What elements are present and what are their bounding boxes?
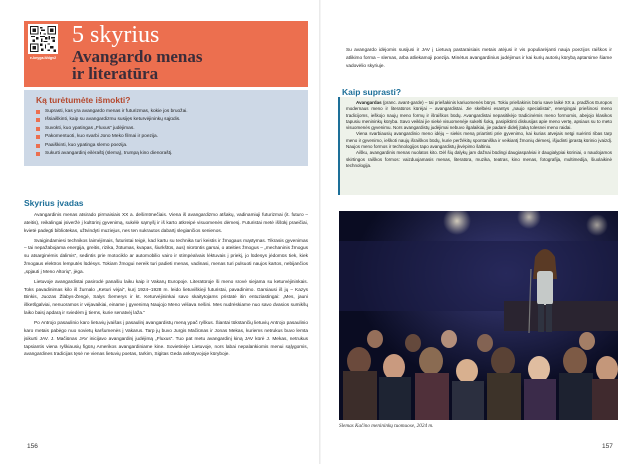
- chapter-title: [72, 48, 203, 82]
- definition-body: (pranc. avant-garde) – tai priešakinis kariuomenės būrys. Tokiu priešakinis būriu save laikė XX a. pradžios Europos modernaus meno ir literatūros kūrėjai – avangardistai. Jie skelbėsi esantys „naujo specialistai“, energingai priešinosi meno tradicijoms, ieškojo naujų meno formų ir išraiškos būdų. Avangardistai nepasitikėjo tradicinėmis meno formomis, abejojo klasikos tapusiu menininkų kūryba. Savo veiklai jie siekė visuomenėje sukelti šoką, pasipiktinti diskusijas apie meno vertę, apsiaus su to meto visuomenės gyvenimu. Nors avangardistų judėjimai nebuvo ilgalaikiai, jie padarė didelį įtaką tolesnei meno raidai.: [346, 100, 612, 131]
- learning-goal: Paaiškinti, kuo ypatinga slemo poezija.: [36, 142, 188, 150]
- learning-goals-list: [36, 108, 188, 158]
- page-number-right: 157: [602, 443, 613, 450]
- right-intro-text: Su avangardo idėjomis susijusi ir JAV į Lietuvą pastaraisiais metais atėjusi ir vis populiarėjanti nauja poezijos raiškos ir atlikimo forma – slemas, arba atliekamoji poezija. Minėtus avangardinius judėjimus ir kai kurių autorių kūrybą aptarsime šiame vadovėlio skyriuje.: [346, 48, 612, 69]
- learning-goal: Sukurti avangardinį eilėraštį (slemą), trumpą kino dienoraštį.: [36, 150, 188, 158]
- body-paragraph: Avangardinis menas atsirado pirmaisiais XX a. dešimtmečiais. Viena iš avangardizmo atšakų, vadinamiuji futurizmai (it. futuro – ateitis), reikalingai įsiveržė į kultūrinį gyvenimą, sukėlė sąmyšį ir iš karto atkreipė visuomenės dėmesį. Futuristai metė iššūkį praeičiai, kvietė padegti bibliotekas, užtvindyti muziejus, nes ten sukrautos dabartį slegiančios senienos.: [24, 213, 308, 234]
- definition-box-bar: [338, 97, 340, 195]
- definition-title: Kaip suprasti?: [342, 87, 402, 97]
- learning-goal: Suprasti, kas yra avangardo menas ir futurizmas, kokie jos bruožai.: [36, 108, 188, 116]
- learning-goal: Išsiaiškinti, kaip su avangardizmu susijęs keturvėjininkų sąjūdis.: [36, 116, 188, 124]
- page-number-left: 156: [27, 443, 38, 450]
- body-paragraph: Lietuvoje avangardistai pasirodė panašiu laiku kaip ir Vakarų Europoje. Literatūroje ši meno srovė siejama su keturvėjininkais. Toks pavadinimas kilo iš žurnalo „Keturi vėjai“, kurį 1924–1928 m. leido lietuviškieji futuristai, pavadinimo. Garsiausi iš jų – Kazys Binkis, Juozas Žlabys-Žengė, Salys Šemerys ir kt. Keturvėjininkai savo skaitytojams pristatė itin entuziastingai: „Mes, jauni išketšgalviai, nenuoramos ir vėjavaikiai, einame į gyvenimą Naujojo Meno vėliava nešini. Mes nudrėskiame nuo savo dvasios sumikšų laiko baisį apdarą ir sviedėm jį tiems, kurie senatvėj laža.“: [24, 279, 308, 317]
- chapter-title-line1: Avangardo menas: [72, 47, 203, 66]
- photo-caption: Slemas Kačino menininkų tuomuose, 2024 m.: [339, 423, 434, 429]
- chapter-title-line2: ir literatūra: [72, 64, 159, 83]
- learning-goal: Suvokti, kuo ypatingas „Fluxus“ judėjimas.: [36, 125, 188, 133]
- qr-code-icon[interactable]: [28, 24, 58, 54]
- body-paragraph: Po Antrojo pasaulinio karo lietuvių įvaišas į pasaulinį avangardistų meną ypač ryškus. Šiantai tūkstančių lietuvių Antrojo pasaulinio karo metais pabėgo nuo sovietų karšumenės į Vakarus. Tarp jų buvo Jurgis Mačiūnas ir Jonas Mekas, kuriems netrukus buvo lemta įsikurti JAV. J. Mačiūnas JAV inicijavo avangardinį judėjimą „Fluxus“. Tuo pat metu avangardinį kiną JAV kūrė J. Mekas, netrukus tapsiantis viena ryškiausių figūrų Amerikos avangardiniame kine. Sovietinėje Lietuvoje, nors labai nepalankiomis menui sąlygomis, avangardines tradicijas tęsė ne vienas lietuvių poetas, tarkim, Sigitas Geda ankstyvojoje kūryboje.: [24, 320, 308, 358]
- definition-paragraph: Viena svarbiausių avangardinio meno idėjų – siekis meną priartinti prie gyvenimo, kai kurias atvejais netgi suėrinti ribas tarp meno ir gyvenimo, ieškoti naujų išraiškos būdų, kurie peržėkitų spontaniška ir veikiantį žmonių dėmesį, išjudinti įprastą kūrinio įvaizdį. Naujos meno formos ir technologijos tapo avangardistų įkvėpimo šaltiniu.: [346, 131, 612, 150]
- left-body-text: [24, 212, 308, 361]
- body-paragraph: Svaigindamiesi technikos laimėjimais, futuristai teigė, kad kartu su technika turi keistis ir žmogaus mąstymas. Tikrasis gyvenimas – tai nepažabojama energija, greitis, rizika, žūtumas, kvapas, šiurkštūs, aus) niūrūntis garsai, o ateities žmogus – „mechaninis žmogus su atsarginėmis dalimis“, sedintis prie motociklo ar automobilio vairo ir stimpėalvais lėktuvais į priekį, jo lūdesys jėdomūs tiek, kiek žmogaus elektros lemputės lūdėsys. Tokiam žmogui nereik turi padieti menas, vadinasi, menas turi pulsuoti naujos kartos, nebijančios „spjauti į Meno Altorių“, jėga.: [24, 238, 308, 275]
- definition-paragraph: Aišku, avangardinis menas nuolatos kito. Dėl šių dalykų jam dažnai būdingi daugiaspalviai ir daugialypiai kūriniai, o naudojamos skirtingos raiškos formos: vaizduojamasis menas, literatūra, muzika, teatras, kino menas, fotografija, multimedija, šiuolaikinė technologija.: [346, 150, 612, 168]
- qr-caption: e-knyga.lt/dgv2: [29, 56, 57, 60]
- slam-event-photo: [339, 211, 618, 420]
- definition-text: [346, 100, 612, 169]
- photo-illustration: [339, 211, 618, 420]
- learning-goal: Pakomentuoti, kuo svarbi Jono Meko filmai ir poezija.: [36, 133, 188, 141]
- definition-term: Avangardas: [356, 100, 382, 105]
- section-title: Skyrius įvadas: [24, 198, 84, 208]
- chapter-number: 5 skyrius: [72, 22, 160, 48]
- page-gutter: [319, 0, 321, 464]
- learning-goals-title: Ką turėtumėte išmokti?: [36, 95, 131, 105]
- definition-paragraph: [346, 100, 612, 131]
